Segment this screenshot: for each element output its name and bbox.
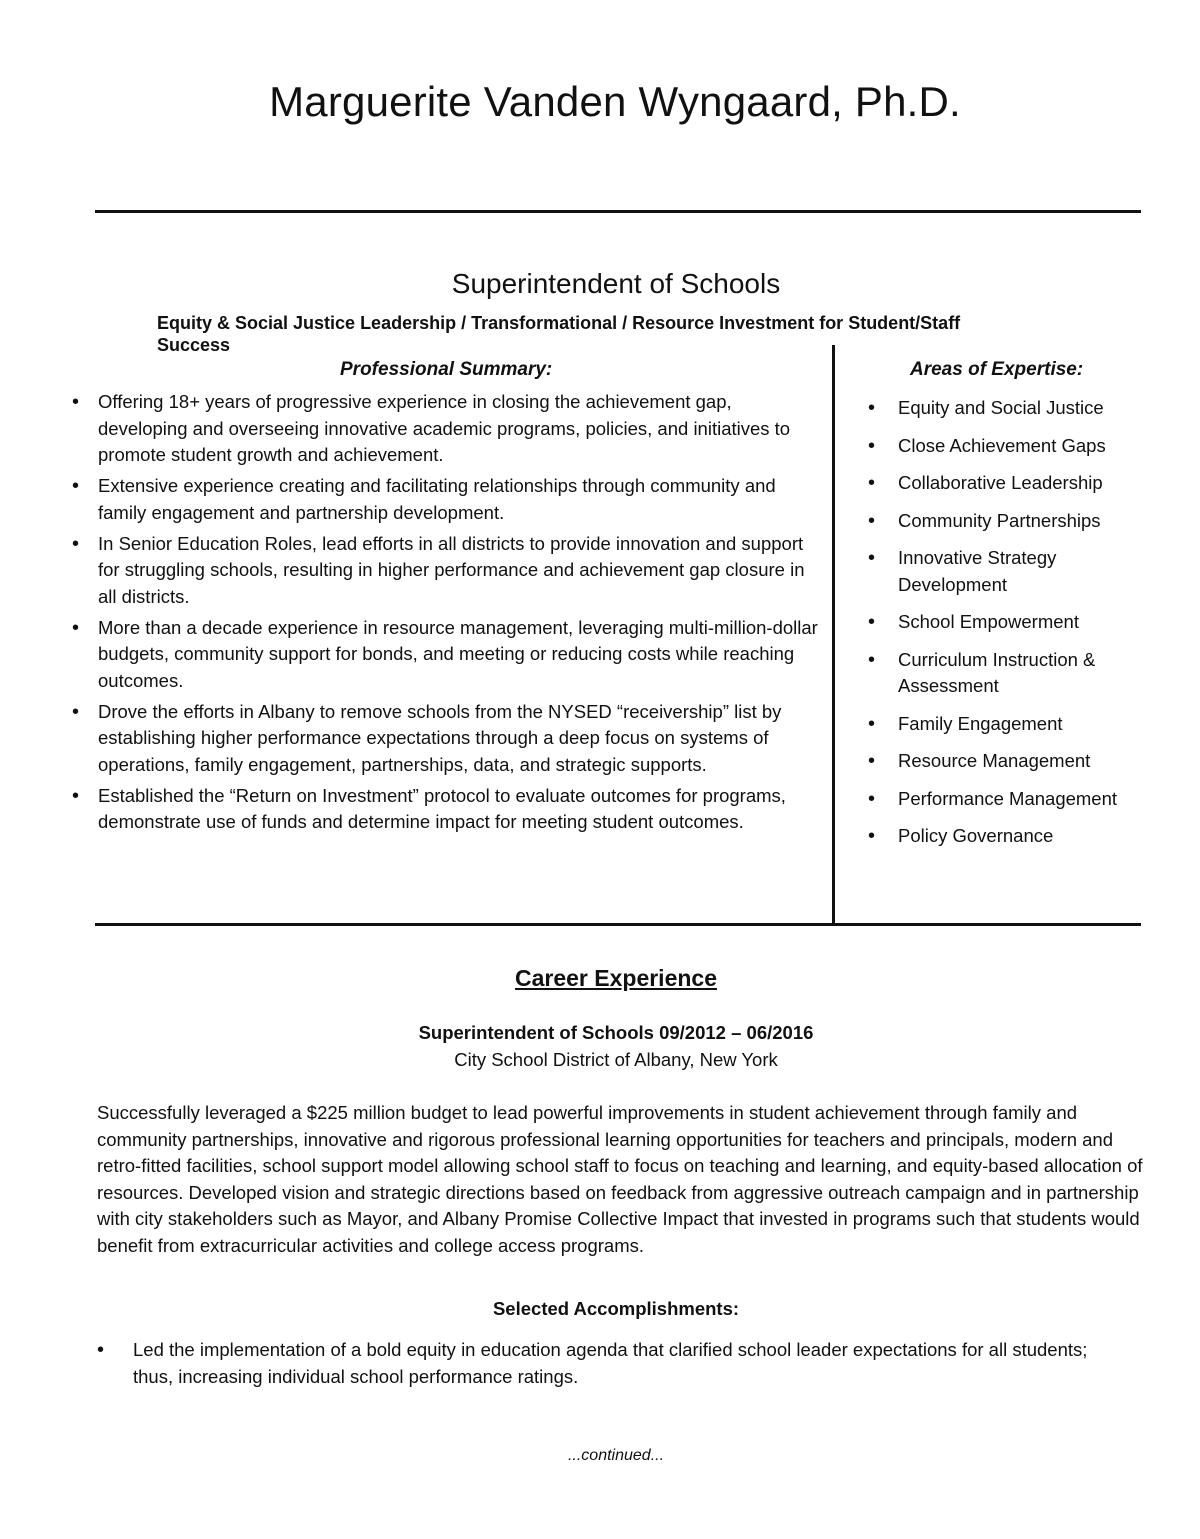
- expertise-item: • Resource Management: [862, 748, 1152, 775]
- expertise-item: • Family Engagement: [862, 711, 1152, 738]
- career-heading: Career Experience: [514, 965, 717, 991]
- expertise-item: • Collaborative Leadership: [862, 470, 1152, 497]
- expertise-list: [862, 395, 1152, 861]
- summary-item: • Offering 18+ years of progressive experience in closing the achievement gap, developing and overseeing innovative academic programs, policies, and initiatives to promote student growth and achievement.: [60, 389, 825, 469]
- accomplishments-heading: Selected Accomplishments:: [492, 1298, 740, 1319]
- tagline: Equity & Social Justice Leadership / Transformational / Resource Investment for Student/Staff Success: [157, 313, 961, 355]
- expertise-heading: Areas of Expertise:: [910, 359, 1084, 380]
- job-organization: City School District of Albany, New York: [454, 1049, 778, 1070]
- expertise-item: • School Empowerment: [862, 609, 1152, 636]
- job-title: Superintendent of Schools 09/2012 – 06/2016: [418, 1022, 814, 1043]
- summary-list: [60, 389, 825, 840]
- header-divider: [95, 210, 1141, 213]
- expertise-item: • Performance Management: [862, 786, 1152, 813]
- summary-item: • More than a decade experience in resource management, leveraging multi-million-dollar budgets, community support for bonds, and meeting or reducing costs while reaching outcomes.: [60, 615, 825, 695]
- summary-item: • Drove the efforts in Albany to remove schools from the NYSED “receivership” list by establishing higher performance expectations through a deep focus on systems of operations, family engagement, partnerships, data, and strategic supports.: [60, 699, 825, 779]
- expertise-item: • Equity and Social Justice: [862, 395, 1152, 422]
- candidate-name: Marguerite Vanden Wyngaard, Ph.D.: [269, 78, 961, 125]
- expertise-item: • Innovative Strategy Development: [862, 545, 1152, 598]
- summary-item: • In Senior Education Roles, lead efforts in all districts to provide innovation and support for struggling schools, resulting in higher performance and achievement gap closure in all districts.: [60, 531, 825, 611]
- summary-item: • Extensive experience creating and facilitating relationships through community and family engagement and partnership development.: [60, 473, 825, 526]
- expertise-item: • Policy Governance: [862, 823, 1152, 850]
- role-title: Superintendent of Schools: [451, 268, 781, 299]
- accomplishments-list: [97, 1337, 1127, 1390]
- summary-item: • Established the “Return on Investment” protocol to evaluate outcomes for programs, demonstrate use of funds and determine impact for meeting student outcomes.: [60, 783, 825, 836]
- section-divider: [95, 923, 1141, 926]
- column-divider: [832, 345, 835, 925]
- job-description: Successfully leveraged a $225 million budget to lead powerful improvements in student achievement through family and community partnerships, innovative and rigorous professional learning opportunities for teachers and principals, modern and retro-fitted facilities, school support model allowing school staff to focus on teaching and learning, and equity-based allocation of resources. Developed vision and strategic directions based on feedback from aggressive outreach campaign and in partnership with city stakeholders such as Mayor, and Albany Promise Collective Impact that invested in programs such that students would benefit from extracurricular activities and college access programs.: [97, 1102, 1143, 1256]
- summary-heading: Professional Summary:: [340, 359, 553, 380]
- accomplishment-item: • Led the implementation of a bold equity in education agenda that clarified school leader expectations for all students; thus, increasing individual school performance ratings.: [97, 1337, 1127, 1390]
- continued-note: ...continued...: [567, 1447, 665, 1464]
- expertise-item: • Close Achievement Gaps: [862, 433, 1152, 460]
- expertise-item: • Curriculum Instruction & Assessment: [862, 647, 1152, 700]
- expertise-item: • Community Partnerships: [862, 508, 1152, 535]
